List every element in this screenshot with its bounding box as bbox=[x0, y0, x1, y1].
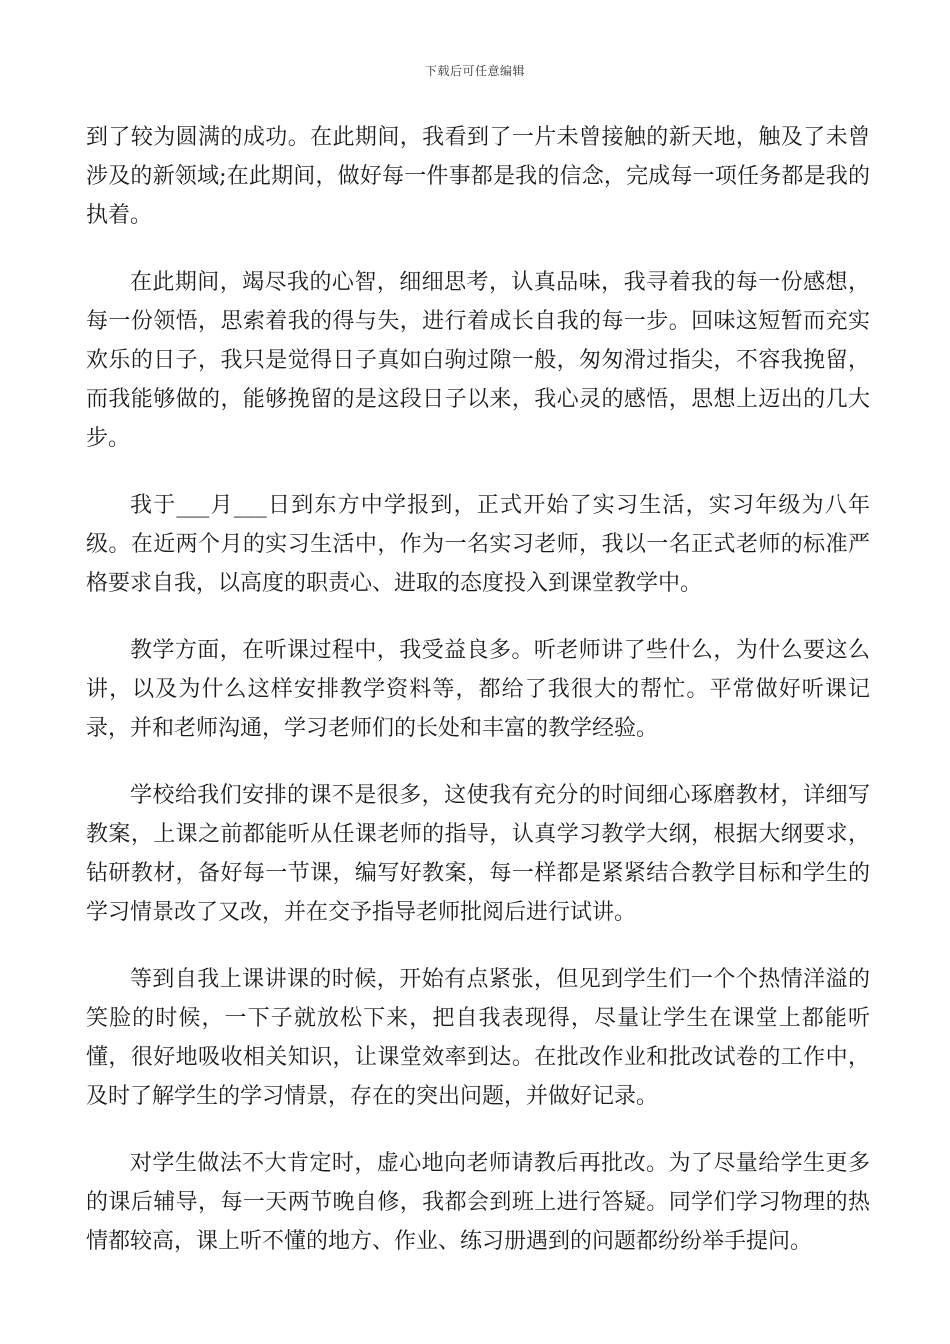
paragraph-6: 等到自我上课讲课的时候，开始有点紧张，但见到学生们一个个热情洋溢的笑脸的时候，一下子就放松下来，把自我表现得，尽量让学生在课堂上都能听懂，很好地吸收相关知识，让课堂效率到达。在批改作业和批改试卷的工作中，及时了解学生的学习情景，存在的突出问题，并做好记录。 bbox=[86, 967, 870, 1109]
paragraph-2: 在此期间，竭尽我的心智，细细思考，认真品味，我寻着我的每一份感想，每一份领悟，思索着我的得与失，进行着成长自我的每一步。回味这短暂而充实欢乐的日子，我只是觉得日子真如白驹过隙一般，匆匆滑过指尖，不容我挽留，而我能够做的，能够挽留的是这段日子以来，我心灵的感悟，思想上迈出的几大步。 bbox=[86, 270, 870, 451]
paragraph-7: 对学生做法不大肯定时，虚心地向老师请教后再批改。为了尽量给学生更多的课后辅导，每一天两节晚自修，我都会到班上进行答疑。同学们学习物理的热情都较高，课上听不懂的地方、作业、练习册遇到的问题都纷纷举手提问。 bbox=[86, 1151, 870, 1254]
paragraph-4: 教学方面，在听课过程中，我受益良多。听老师讲了些什么，为什么要这么讲，以及为什么这样安排教学资料等，都给了我很大的帮忙。平常做好听课记录，并和老师沟通，学习老师们的长处和丰富的教学经验。 bbox=[86, 638, 870, 741]
paragraph-3: 我于___月___日到东方中学报到，正式开始了实习生活，实习年级为八年级。在近两个月的实习生活中，作为一名实习老师，我以一名正式老师的标准严格要求自我，以高度的职责心、进取的态度投入到课堂教学中。 bbox=[86, 493, 870, 596]
document-body bbox=[86, 118, 870, 1289]
paragraph-5: 学校给我们安排的课不是很多，这使我有充分的时间细心琢磨教材，详细写教案，上课之前都能听从任课老师的指导，认真学习教学大纲，根据大纲要求，钻研教材，备好每一节课，编写好教案，每一样都是紧紧结合教学目标和学生的学习情景改了又改，并在交予指导老师批阅后进行试讲。 bbox=[86, 783, 870, 925]
paragraph-1: 到了较为圆满的成功。在此期间，我看到了一片未曾接触的新天地，触及了未曾涉及的新领域;在此期间，做好每一件事都是我的信念，完成每一项任务都是我的执着。 bbox=[86, 125, 870, 228]
page-header: 下载后可任意编辑 bbox=[424, 64, 525, 78]
